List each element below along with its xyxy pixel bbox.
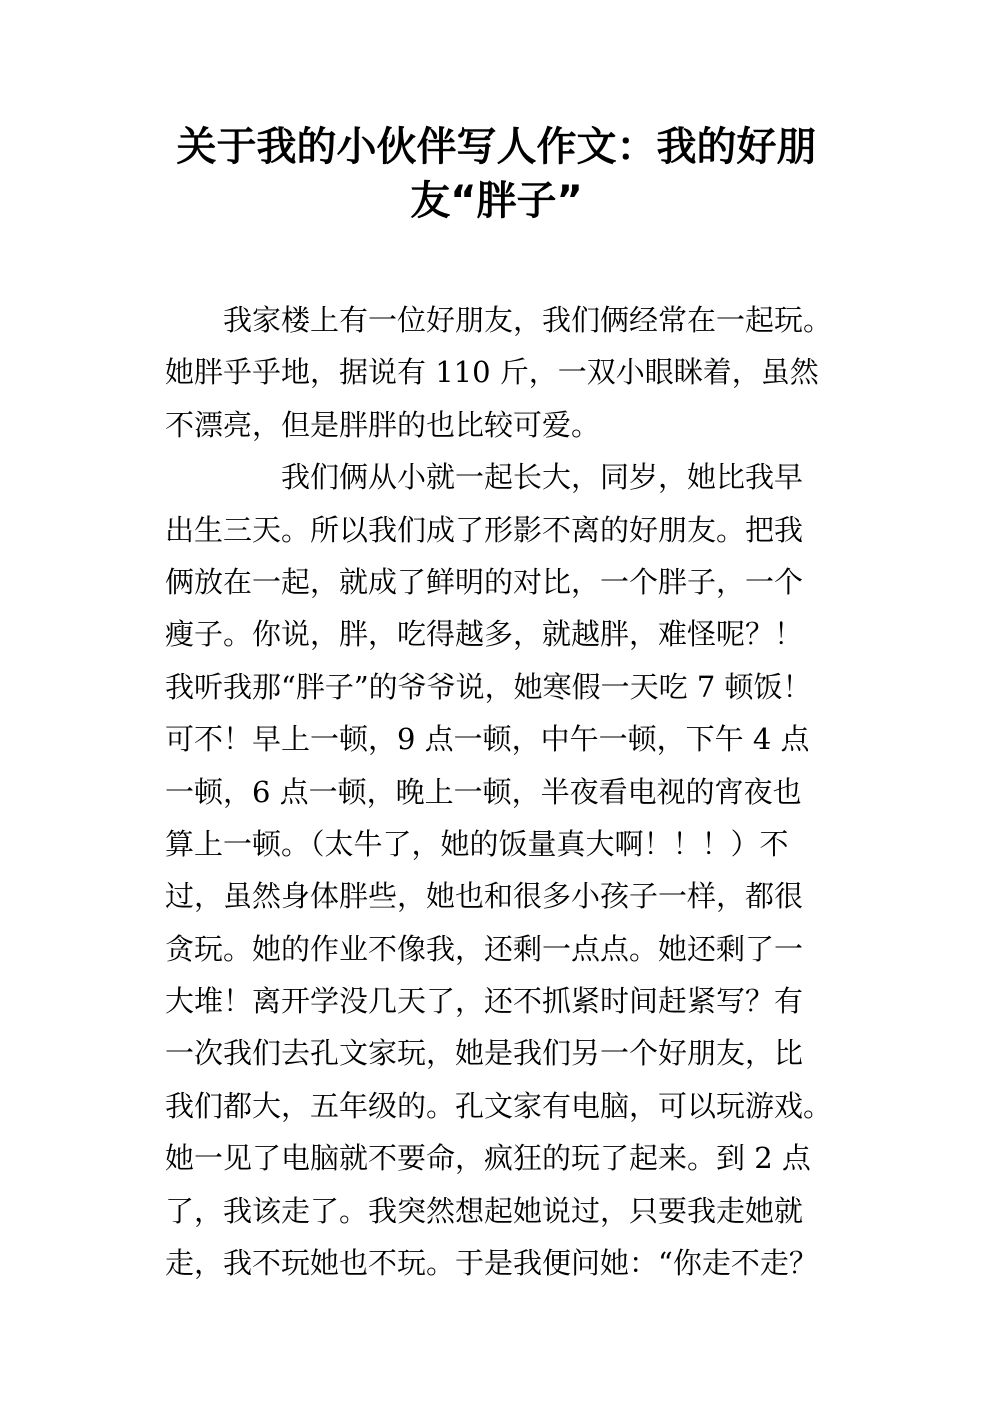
body-line: 她胖乎乎地，据说有 110 斤，一双小眼眯着，虽然 [165,355,819,390]
body-line: 了，我该走了。我突然想起她说过，只要我走她就 [165,1193,804,1228]
body-line: 走，我不玩她也不玩。于是我便问她：“你走不走？ [165,1246,818,1281]
document-title [150,120,843,228]
document-body [165,294,865,1289]
body-line: 算上一顿。（太牛了，她的饭量真大啊！！！）不 [165,826,789,861]
body-line: 不漂亮，但是胖胖的也比较可爱。 [165,407,601,442]
body-line: 一顿，6 点一顿，晚上一顿，半夜看电视的宵夜也 [165,774,802,809]
body-line: 我们都大，五年级的。孔文家有电脑，可以玩游戏。 [165,1088,833,1123]
body-line: 可不！早上一顿，9 点一顿，中午一顿，下午 4 点 [165,722,810,757]
body-line: 过，虽然身体胖些，她也和很多小孩子一样，都很 [165,879,804,914]
body-line: 她一见了电脑就不要命，疯狂的玩了起来。到 2 点 [165,1141,811,1176]
body-line: 俩放在一起，就成了鲜明的对比，一个胖子，一个 [165,564,804,599]
body-line: 我们俩从小就一起长大，同岁，她比我早 [165,460,804,495]
body-line: 瘦子。你说，胖，吃得越多，就越胖，难怪呢？！ [165,617,804,652]
title-line-1: 关于我的小伙伴写人作文：我的好朋 [176,124,817,170]
body-line: 我家楼上有一位好朋友，我们俩经常在一起玩。 [165,303,833,337]
body-line: 出生三天。所以我们成了形影不离的好朋友。把我 [165,512,804,547]
title-line-2: 友“胖子” [410,178,583,224]
body-line: 我听我那“胖子”的爷爷说，她寒假一天吃 7 顿饭！ [165,669,812,704]
body-line: 大堆！离开学没几天了，还不抓紧时间赶紧写？有 [165,984,804,1019]
body-line: 贪玩。她的作业不像我，还剩一点点。她还剩了一 [165,931,804,966]
body-line: 一次我们去孔文家玩，她是我们另一个好朋友，比 [165,1036,804,1071]
